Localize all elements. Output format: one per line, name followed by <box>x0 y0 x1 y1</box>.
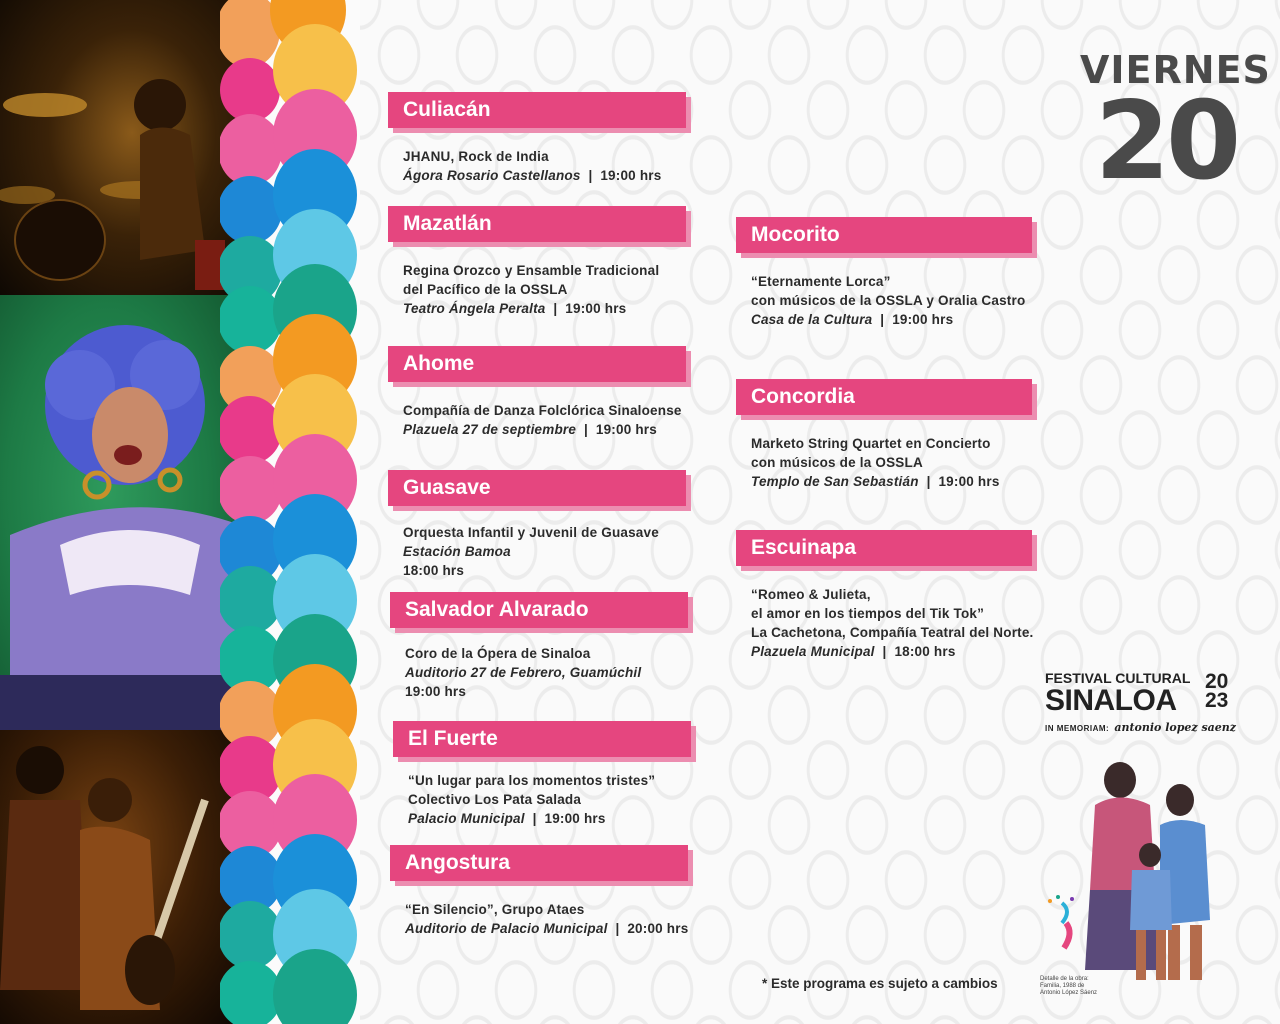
event-guasave <box>403 523 659 580</box>
event-description: “Romeo & Julieta, <box>751 587 871 602</box>
event-description: el amor en los tiempos del Tik Tok” <box>751 606 985 621</box>
event-time: 19:00 hrs <box>938 474 1000 489</box>
city-heading-mocorito: Mocorito <box>736 217 1032 253</box>
logo-memoriam: IN MEMORIAM: <box>1045 724 1110 733</box>
event-time: 19:00 hrs <box>544 811 606 826</box>
event-description: del Pacífico de la OSSLA <box>403 282 568 297</box>
city-heading-salvador-alvarado: Salvador Alvarado <box>390 592 688 628</box>
event-venue: Estación Bamoa <box>403 544 511 559</box>
petal-border <box>220 0 360 1024</box>
photo-guitarists <box>0 730 240 1024</box>
event-ahome: Compañía de Danza Folclórica Sinaloense Plazuela 27 de septiembre | 19:00 hrs <box>403 403 682 437</box>
event-description: La Cachetona, Compañía Teatral del Norte. <box>751 625 1034 640</box>
city-heading-escuinapa: Escuinapa <box>736 530 1032 566</box>
event-description: Regina Orozco y Ensamble Tradicional <box>403 263 660 278</box>
dancer-illustration <box>0 295 240 730</box>
event-time: 19:00 hrs <box>405 684 467 699</box>
event-venue: Auditorio de Palacio Municipal <box>405 921 608 936</box>
festival-logo <box>1045 670 1240 735</box>
city-heading-ahome: Ahome <box>388 346 686 382</box>
event-time: 19:00 hrs <box>892 312 954 327</box>
event-time: 20:00 hrs <box>627 921 689 936</box>
event-escuinapa: “Romeo & Julieta, el amor en los tiempos del Tik Tok” La Cachetona, Compañía Teatral del Norte. Plazuela Municipal | 18:00 hrs <box>751 587 1034 659</box>
event-time: 18:00 hrs <box>403 563 465 578</box>
event-salvador-alvarado <box>405 644 641 701</box>
logo-line-sinaloa: SINALOA <box>1045 684 1177 717</box>
city-heading-concordia: Concordia <box>736 379 1032 415</box>
event-description: JHANU, Rock de India <box>403 149 549 164</box>
event-time: 19:00 hrs <box>565 301 627 316</box>
event-concordia: Marketo String Quartet en Concierto con músicos de la OSSLA Templo de San Sebastián | 19:00 hrs <box>751 436 1000 489</box>
event-time: 19:00 hrs <box>600 168 662 183</box>
event-time: 18:00 hrs <box>894 644 956 659</box>
event-venue: Auditorio 27 de Febrero, Guamúchil <box>405 665 642 680</box>
event-venue: Palacio Municipal <box>408 811 525 826</box>
event-description: Marketo String Quartet en Concierto <box>751 436 991 451</box>
logo-line-festival: FESTIVAL CULTURAL <box>1045 670 1191 686</box>
event-venue: Plazuela 27 de septiembre <box>403 422 577 437</box>
logo-signature: antonio lopez saenz <box>1114 721 1237 734</box>
day-name: VIERNES <box>1080 48 1271 92</box>
event-description: con músicos de la OSSLA <box>751 455 923 470</box>
city-heading-guasave: Guasave <box>388 470 686 506</box>
event-description: “En Silencio”, Grupo Ataes <box>405 902 585 917</box>
event-el-fuerte: “Un lugar para los momentos tristes” Colectivo Los Pata Salada Palacio Municipal | 19:00 hrs <box>408 773 656 826</box>
event-angostura: “En Silencio”, Grupo Ataes Auditorio de Palacio Municipal | 20:00 hrs <box>405 902 689 936</box>
day-number: 20 <box>1094 79 1238 204</box>
artwork-credit: Detalle de la obra: Familia, 1988 de Antonio López Sáenz <box>1040 976 1098 996</box>
event-culiacan: JHANU, Rock de India Ágora Rosario Castellanos | 19:00 hrs <box>403 149 662 183</box>
photo-dancer <box>0 295 240 730</box>
city-heading-el-fuerte: El Fuerte <box>393 721 691 757</box>
painting-familia <box>1070 760 1220 990</box>
city-heading-mazatlan: Mazatlán <box>388 206 686 242</box>
event-description: Coro de la Ópera de Sinaloa <box>405 646 591 661</box>
event-description: “Un lugar para los momentos tristes” <box>408 773 656 788</box>
event-venue: Ágora Rosario Castellanos <box>403 168 581 183</box>
event-venue: Casa de la Cultura <box>751 312 873 327</box>
event-description: Compañía de Danza Folclórica Sinaloense <box>403 403 682 418</box>
drummer-illustration <box>0 0 240 295</box>
city-heading-angostura: Angostura <box>390 845 688 881</box>
logo-year: 20 23 <box>1205 670 1229 712</box>
event-description: con músicos de la OSSLA y Oralia Castro <box>751 293 1026 308</box>
event-venue: Templo de San Sebastián <box>751 474 919 489</box>
event-time: 19:00 hrs <box>595 422 657 437</box>
event-description: Colectivo Los Pata Salada <box>408 792 582 807</box>
photo-drummer <box>0 0 240 295</box>
event-description: “Eternamente Lorca” <box>751 274 891 289</box>
guitarists-illustration <box>0 730 240 1024</box>
city-heading-culiacan: Culiacán <box>388 92 686 128</box>
event-description: Orquesta Infantil y Juvenil de Guasave <box>403 525 659 540</box>
event-venue: Plazuela Municipal <box>751 644 875 659</box>
festival-mark-icon <box>1044 893 1080 953</box>
event-mazatlan: Regina Orozco y Ensamble Tradicional del Pacífico de la OSSLA Teatro Ángela Peralta | 19:00 hrs <box>403 263 660 316</box>
event-mocorito: “Eternamente Lorca” con músicos de la OSSLA y Oralia Castro Casa de la Cultura | 19:00 hrs <box>751 274 1026 327</box>
event-venue: Teatro Ángela Peralta <box>403 301 546 316</box>
program-note: * Este programa es sujeto a cambios <box>762 976 998 991</box>
